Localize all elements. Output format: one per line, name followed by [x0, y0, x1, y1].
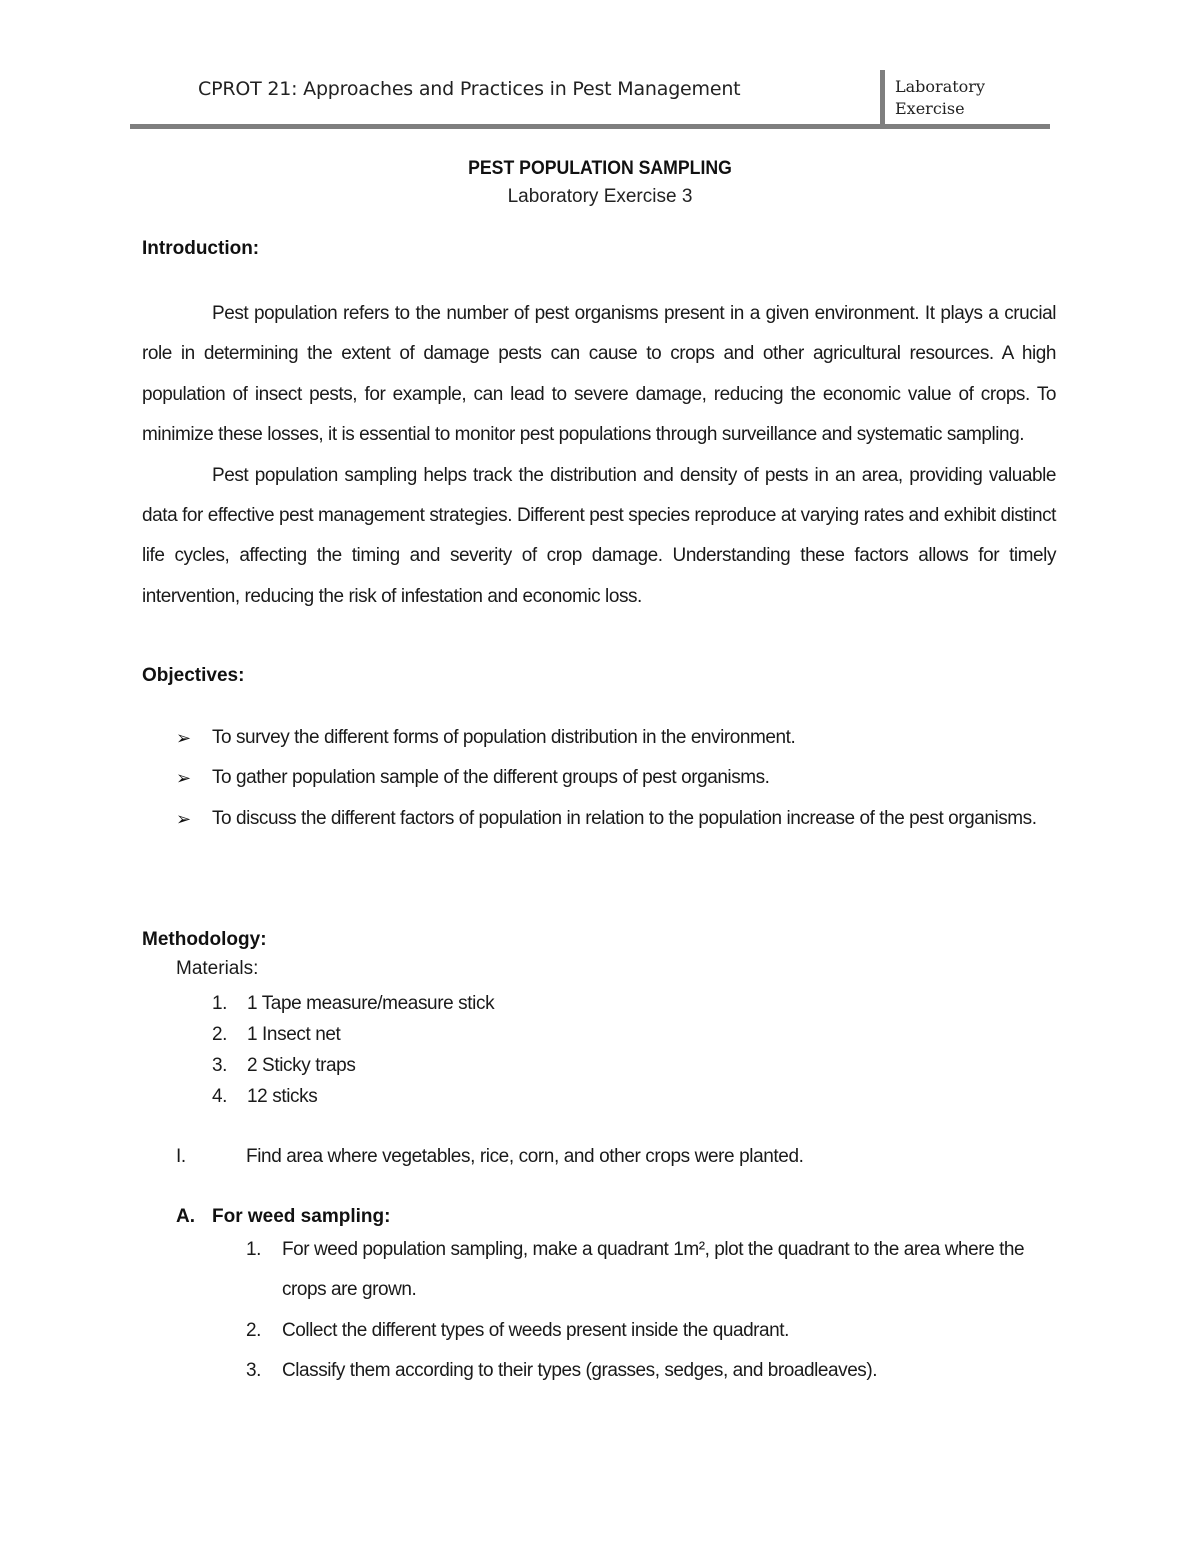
objectives-list — [176, 718, 1056, 839]
material-item — [212, 1050, 494, 1081]
weed-step-number: 1. — [246, 1239, 261, 1260]
objective-text: To survey the different forms of population distribution in the environment. — [212, 727, 796, 748]
material-item — [212, 988, 494, 1019]
weed-step-number: 3. — [246, 1360, 261, 1382]
header-label — [895, 76, 985, 120]
objective-item — [176, 799, 1056, 839]
header-divider-vertical — [880, 70, 885, 128]
materials-list — [212, 988, 494, 1112]
step-text: Find area where vegetables, rice, corn, and other crops were planted. — [246, 1146, 804, 1167]
material-text: 1 Tape measure/measure stick — [247, 993, 495, 1014]
methodology-heading: Methodology: — [142, 929, 267, 950]
material-number: 2. — [212, 1024, 228, 1045]
section-title: For weed sampling: — [212, 1206, 391, 1227]
introduction-heading: Introduction: — [142, 238, 260, 259]
page-subtitle: Laboratory Exercise 3 — [507, 186, 693, 207]
objective-text: To gather population sample of the different groups of pest organisms. — [212, 767, 770, 789]
arrow-bullet-icon: ➢ — [176, 728, 191, 748]
arrow-bullet-icon: ➢ — [176, 808, 191, 829]
weed-step-number: 2. — [246, 1319, 261, 1341]
objective-item — [176, 718, 1056, 758]
introduction-paragraph: Pest population sampling helps track the distribution and density of pests in an area, providing valuable data for effective pest management strategies. Different pest species reproduce at varying rates and exhibit distinct life cycles, affecting the timing and severity of crop damage. Understanding these factors allows for timely intervention, reducing the risk of infestation and economic loss. — [142, 464, 1056, 607]
introduction-body — [142, 294, 1056, 617]
material-number: 4. — [212, 1086, 228, 1107]
weed-step-item — [246, 1230, 1058, 1311]
step-roman-number: I. — [176, 1146, 186, 1167]
weed-step-item — [246, 1351, 1058, 1391]
course-title: CPROT 21: Approaches and Practices in Pest Management — [198, 78, 741, 100]
header-label-line1: Laboratory — [895, 77, 985, 96]
material-item — [212, 1081, 494, 1112]
header-label-line2: Exercise — [895, 99, 965, 118]
weed-sampling-steps — [246, 1230, 1058, 1392]
material-item — [212, 1019, 494, 1050]
objective-text: To discuss the different factors of population in relation to the population increase of the pest organisms. — [212, 807, 1037, 829]
introduction-paragraph: Pest population refers to the number of pest organisms present in a given environment. It plays a crucial role in determining the extent of damage pests can cause to crops and other agricultural resources. A high population of insect pests, for example, can lead to severe damage, reducing the economic value of crops. To minimize these losses, it is essential to monitor pest populations through surveillance and systematic sampling. — [142, 303, 1056, 446]
weed-step-text: Collect the different types of weeds present inside the quadrant. — [282, 1319, 789, 1341]
materials-label: Materials: — [176, 958, 259, 979]
objective-item — [176, 758, 1056, 798]
material-text: 1 Insect net — [247, 1024, 341, 1045]
material-text: 12 sticks — [247, 1086, 318, 1107]
objectives-heading: Objectives: — [142, 665, 245, 686]
section-letter: A. — [176, 1206, 195, 1227]
arrow-bullet-icon: ➢ — [176, 768, 191, 789]
weed-step-text: For weed population sampling, make a quadrant 1m², plot the quadrant to the area where the crops are grown. — [282, 1239, 1025, 1301]
material-number: 3. — [212, 1055, 228, 1076]
material-number: 1. — [212, 993, 228, 1014]
page-title: PEST POPULATION SAMPLING — [468, 158, 732, 179]
weed-step-text: Classify them according to their types (grasses, sedges, and broadleaves). — [282, 1360, 878, 1382]
material-text: 2 Sticky traps — [247, 1055, 356, 1076]
weed-step-item — [246, 1311, 1058, 1351]
header-divider-horizontal — [130, 124, 1050, 129]
